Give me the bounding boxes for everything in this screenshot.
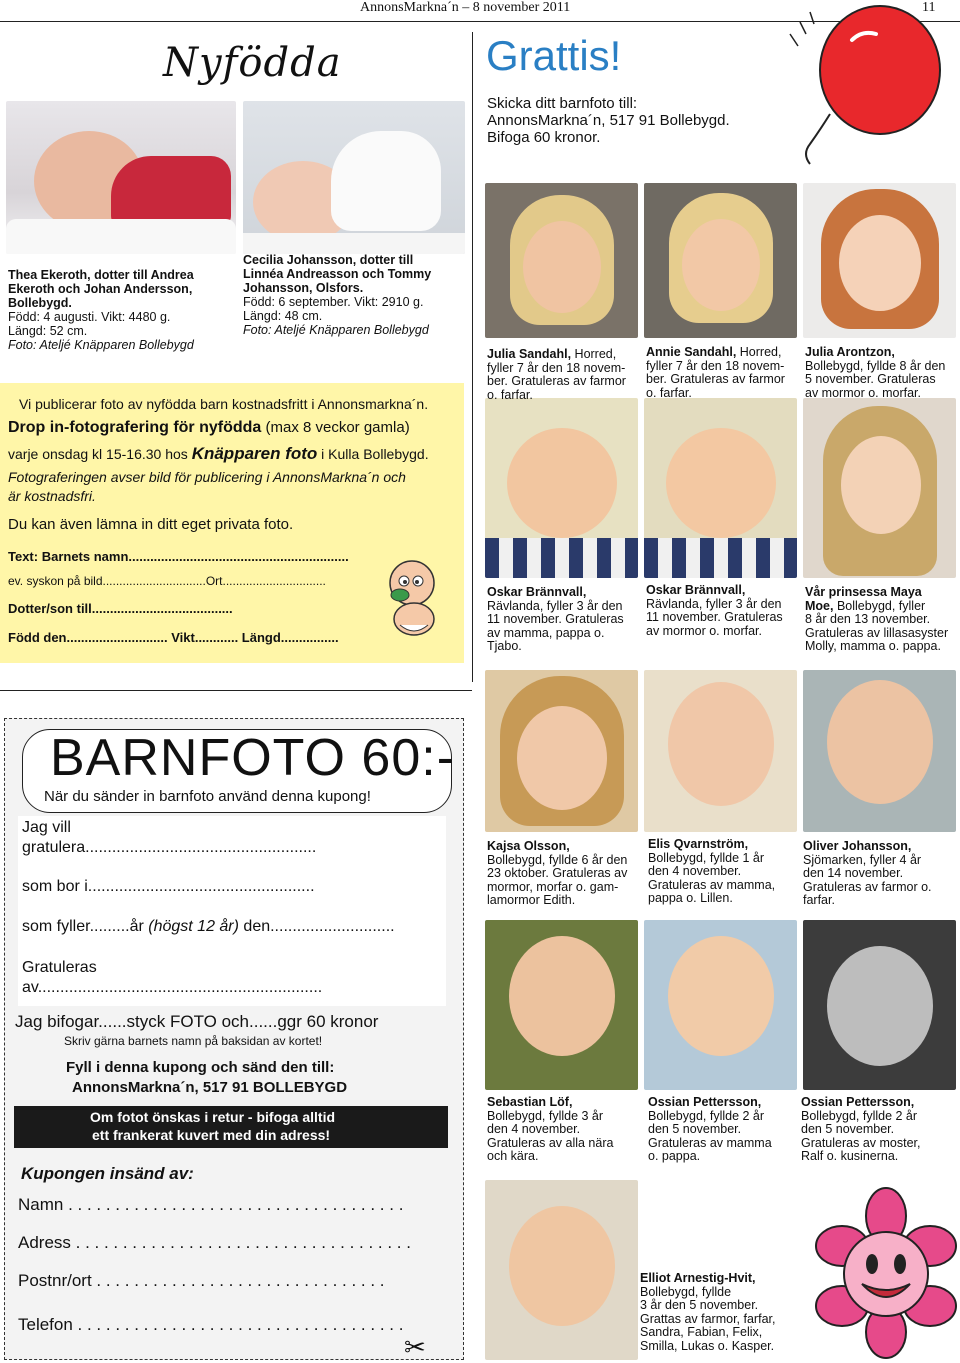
caption-text: 11 november. Gratuleras <box>646 610 783 624</box>
caption-text: Grattas av farmor, farfar, <box>640 1311 776 1326</box>
caption-line: Bollebygd. <box>8 296 72 310</box>
caption-text: 3 år den 5 november. <box>640 1298 759 1312</box>
caption-line: Linnéa Andreasson och Tommy <box>243 267 432 281</box>
child-name: Annie Sandahl, <box>646 345 737 359</box>
caption-annie-sandahl <box>646 346 785 400</box>
child-photo-annie-sandahl <box>644 183 797 338</box>
caption-text: 11 november. Gratuleras <box>487 612 624 626</box>
caption-text: den 4 november. <box>648 864 742 878</box>
caption-text: mormor, morfar o. gam- <box>487 879 619 894</box>
sender-name-field[interactable]: Namn . . . . . . . . . . . . . . . . . . . . . . . . . . . . . . . . . . . . <box>18 1195 404 1214</box>
info-line-3 <box>8 444 429 464</box>
caption-maya-moe <box>805 586 948 654</box>
baby-photo-cecilia <box>243 101 465 254</box>
caption-text: Bollebygd, fyllde 6 år den <box>487 852 628 867</box>
caption-text: den 5 november. <box>648 1122 742 1136</box>
info-text: i Kulla Bollebygd. <box>317 446 429 462</box>
coupon-attach: Jag bifogar......styck FOTO och......ggr 60 kronor <box>15 1012 379 1031</box>
caption-text: den 5 november. <box>801 1122 895 1136</box>
caption-text: Smilla, Lukas o. Kasper. <box>640 1338 775 1353</box>
caption-text: 8 år den 13 november. <box>805 612 931 626</box>
field-label: (högst 12 år) <box>148 918 239 935</box>
field-gratuleras-av[interactable] <box>22 958 322 998</box>
caption-text: Bollebygd, fyllde 3 år <box>487 1108 604 1123</box>
info-emphasis: Knäpparen foto <box>191 444 318 463</box>
caption-text: Bollebygd, fyller <box>833 598 926 613</box>
section-rule <box>0 690 472 691</box>
coupon-send-1: Fyll i denna kupong och sänd den till: <box>66 1059 335 1076</box>
caption-elliot <box>640 1272 775 1353</box>
child-name: Elliot Arnestig-Hvit, <box>640 1271 756 1285</box>
caption-text: Ralf o. kusinerna. <box>801 1149 899 1163</box>
caption-text: Gratuleras av mamma, <box>648 877 776 892</box>
field-bor-i[interactable]: som bor i................................................... <box>22 878 315 895</box>
smiling-flower-icon <box>806 1186 960 1362</box>
caption-text: Gratuleras av farmor o. <box>803 879 932 894</box>
caption-sebastian-lof <box>487 1096 613 1164</box>
caption-line: Foto: Ateljé Knäpparen Bollebygd <box>8 338 194 352</box>
grattis-text <box>487 95 730 146</box>
caption-text: o. farfar. <box>646 385 692 400</box>
caption-oliver-johansson <box>803 840 932 908</box>
caption-oskar-2 <box>646 584 783 638</box>
child-name: Julia Sandahl, <box>487 347 572 361</box>
field-label: som fyller.........år <box>22 918 149 935</box>
baby-caption-cecilia <box>243 253 431 337</box>
caption-line: Längd: 52 cm. <box>8 324 88 338</box>
caption-kajsa-olsson <box>487 840 627 908</box>
column-divider <box>472 32 473 682</box>
caption-text: Tjabo. <box>487 639 522 653</box>
sender-title: Kupongen insänd av: <box>21 1164 194 1183</box>
return-notice-1: Om fotot önskas i retur - bifoga alltid <box>90 1109 336 1125</box>
caption-ossian-2 <box>801 1096 921 1164</box>
caption-text: Gratuleras av moster, <box>801 1135 921 1150</box>
caption-text: Rävlanda, fyller 3 år den <box>646 596 782 611</box>
info-line-4: Fotograferingen avser bild för publicering i AnnonsMarkna´n och <box>8 469 406 485</box>
page-number: 11 <box>922 0 936 15</box>
child-name: Sebastian Löf, <box>487 1095 573 1109</box>
caption-line: Född: 6 september. Vikt: 2910 g. <box>243 295 424 309</box>
child-photo-oskar-2 <box>644 398 797 578</box>
field-label: Jag vill <box>22 819 71 836</box>
caption-text: Gratuleras av lillasasyster <box>805 625 949 640</box>
caption-julia-sandahl <box>487 348 626 402</box>
caption-text: Bollebygd, fyllde 8 år den <box>805 358 946 373</box>
caption-line: Johansson, Olsfors. <box>243 281 364 295</box>
grattis-title: Grattis! <box>486 32 622 79</box>
cartoon-baby-icon <box>370 555 450 639</box>
caption-line: Född: 4 augusti. Vikt: 4480 g. <box>8 310 171 324</box>
caption-text: lamormor Edith. <box>487 893 576 907</box>
child-photo-julia-sandahl <box>485 183 638 338</box>
child-photo-ossian-2 <box>803 920 956 1090</box>
caption-text: Bollebygd, fyllde 1 år <box>648 850 765 865</box>
info-line-6: Du kan även lämna in ditt eget privata foto. <box>8 516 294 533</box>
form-line-name: Text: Barnets namn............................................................. <box>8 549 349 564</box>
caption-text: Horred, <box>571 347 617 361</box>
field-label: gratulera.................................................... <box>22 839 317 856</box>
caption-text: Sandra, Fabian, Felix, <box>640 1325 763 1339</box>
newborn-info-box <box>0 383 464 663</box>
caption-text: 5 november. Gratuleras <box>805 372 936 386</box>
sender-address-field[interactable]: Adress . . . . . . . . . . . . . . . . . . . . . . . . . . . . . . . . . . . . <box>18 1233 411 1252</box>
info-line-2 <box>8 419 410 437</box>
caption-text: den 4 november. <box>487 1122 581 1136</box>
child-name: Ossian Pettersson, <box>648 1095 762 1109</box>
caption-line: Cecilia Johansson, dotter till <box>243 253 414 267</box>
field-label: den............................ <box>238 918 395 935</box>
caption-text: ber. Gratuleras av farmor <box>646 372 785 386</box>
caption-text: av mormor o. morfar. <box>805 385 921 400</box>
info-line-1: Vi publicerar foto av nyfödda barn kostnadsfritt i Annonsmarkna´n. <box>19 396 429 412</box>
caption-text: och kära. <box>487 1149 539 1163</box>
caption-line: Foto: Ateljé Knäpparen Bollebygd <box>243 323 429 337</box>
caption-elis-qvarnstrom <box>648 838 775 906</box>
child-photo-elliot <box>485 1180 638 1360</box>
info-line-5: är kostnadsfri. <box>8 488 96 504</box>
child-photo-sebastian-lof <box>485 920 638 1090</box>
coupon-send-2: AnnonsMarkna´n, 517 91 BOLLEBYGD <box>72 1079 348 1096</box>
scissors-icon: ✂ <box>404 1332 426 1362</box>
info-text: (max 8 veckor gamla) <box>261 419 410 436</box>
field-gratulera[interactable] <box>22 818 316 858</box>
sender-zip-field[interactable]: Postnr/ort . . . . . . . . . . . . . . . . . . . . . . . . . . . . . . . <box>18 1271 385 1290</box>
caption-text: pappa o. Lillen. <box>648 891 733 905</box>
child-photo-elis-qvarnstrom <box>644 670 797 832</box>
caption-text: ber. Gratuleras av farmor <box>487 374 626 388</box>
child-photo-maya-moe <box>803 398 956 578</box>
publication-header: AnnonsMarkna´n – 8 november 2011 <box>360 0 571 15</box>
child-photo-kajsa-olsson <box>485 670 638 832</box>
child-name: Julia Arontzon, <box>805 345 895 359</box>
coupon-title: BARNFOTO 60:- <box>50 729 456 787</box>
caption-text: Bollebygd, fyllde 2 år <box>648 1108 765 1123</box>
caption-line: Ekeroth och Johan Andersson, <box>8 282 193 296</box>
return-notice-2: ett frankerat kuvert med din adress! <box>92 1127 331 1143</box>
child-name: Elis Qvarnström, <box>648 837 749 851</box>
caption-text: Bollebygd, fyllde <box>640 1284 732 1299</box>
child-name: Oskar Brännvall, <box>646 583 746 597</box>
caption-text: fyller 7 år den 18 novem- <box>646 358 785 373</box>
grattis-line: Skicka ditt barnfoto till: <box>487 95 638 112</box>
form-line-parents: Dotter/son till....................................... <box>8 601 233 616</box>
field-label: av................................................................ <box>22 979 323 996</box>
caption-text: Bollebygd, fyllde 2 år <box>801 1108 918 1123</box>
child-photo-oliver-johansson <box>803 670 956 832</box>
nyfodda-title: Nyfödda <box>163 40 342 86</box>
caption-oskar-1 <box>487 586 624 654</box>
grattis-line: Bifoga 60 kronor. <box>487 129 601 146</box>
field-label: Gratuleras <box>22 959 97 976</box>
coupon-subtitle: När du sänder in barnfoto använd denna kupong! <box>44 788 371 805</box>
caption-text: o. pappa. <box>648 1149 701 1163</box>
grattis-line: AnnonsMarkna´n, 517 91 Bollebygd. <box>487 112 730 129</box>
baby-caption-thea <box>8 268 194 352</box>
caption-text: Gratuleras av alla nära <box>487 1135 614 1150</box>
field-fyller[interactable] <box>22 918 395 936</box>
balloon-icon <box>780 4 950 180</box>
caption-text: av mormor o. morfar. <box>646 623 762 638</box>
info-emphasis: Drop in-fotografering för nyfödda <box>8 419 262 436</box>
caption-text: Gratuleras av mamma <box>648 1135 772 1150</box>
caption-text: Rävlanda, fyller 3 år den <box>487 598 623 613</box>
caption-line: Längd: 48 cm. <box>243 309 323 323</box>
caption-text: Sjömarken, fyller 4 år <box>803 852 922 867</box>
caption-line: Thea Ekeroth, dotter till Andrea <box>8 268 194 282</box>
caption-text: den 14 november. <box>803 866 904 880</box>
caption-julia-arontzon <box>805 346 945 400</box>
caption-text: o. farfar. <box>487 387 533 402</box>
child-photo-julia-arontzon <box>803 183 956 338</box>
caption-text: fyller 7 år den 18 novem- <box>487 360 626 375</box>
form-line-birth: Född den............................ Vikt............ Längd................ <box>8 630 339 645</box>
form-line-siblings: ev. syskon på bild...............................Ort............................... <box>8 574 326 588</box>
caption-text: Molly, mamma o. pappa. <box>805 639 941 653</box>
caption-text: 23 oktober. Gratuleras av <box>487 866 628 880</box>
child-name: Oskar Brännvall, <box>487 585 587 599</box>
child-name: Kajsa Olsson, <box>487 839 570 853</box>
child-photo-ossian-1 <box>644 920 797 1090</box>
info-text: varje onsdag kl 15-16.30 hos <box>8 446 192 462</box>
child-name: Ossian Pettersson, <box>801 1095 915 1109</box>
caption-ossian-1 <box>648 1096 772 1164</box>
caption-text: farfar. <box>803 893 835 907</box>
child-name: Vår prinsessa Maya <box>805 585 922 599</box>
child-name: Moe, <box>805 598 834 613</box>
caption-text: av mamma, pappa o. <box>487 625 605 640</box>
caption-text: Horred, <box>736 345 782 359</box>
child-photo-oskar-1 <box>485 398 638 578</box>
sender-phone-field[interactable]: Telefon . . . . . . . . . . . . . . . . . . . . . . . . . . . . . . . . . . . <box>18 1315 404 1334</box>
coupon-attach-note: Skriv gärna barnets namn på baksidan av kortet! <box>64 1034 323 1048</box>
child-name: Oliver Johansson, <box>803 839 912 853</box>
baby-photo-thea <box>6 101 236 254</box>
